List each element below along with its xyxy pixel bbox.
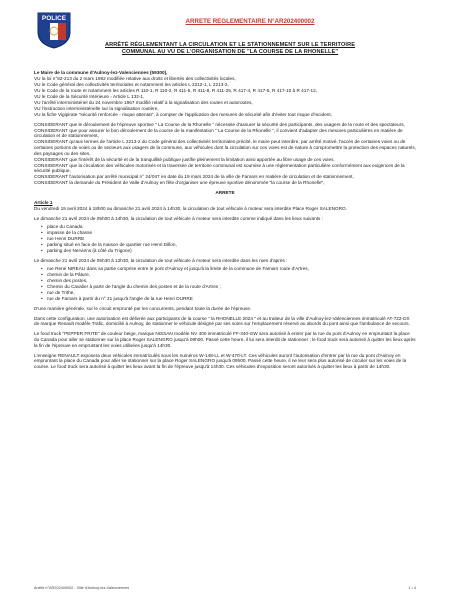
considerant-line: CONSIDERANT qu'aux termes de l'article L 2213-2 du Code général des collectivités territoriales précité, le maire peut interdire, par arrêté motivé, l'accès de certaines voies ou de certaines portions de voies ou de secteurs aux usagers de la commune, aux véhicules dont la circulation sur ces voies est de nature à compromettre la protection des espaces naturels, des paysages ou des sites, <box>34 139 416 156</box>
considerant-line: CONSIDERANT que pour assurer le bon déroulement de la course de la manifestation " La Course de la Rhonelle ", il convient d'adapter des mesures particulières en matière de circulation et de stationnement, <box>34 127 403 139</box>
document-body <box>34 70 416 370</box>
list-item: • rue Henri DURRE <box>48 236 416 242</box>
arrete-heading: ARRETE <box>215 190 235 196</box>
considerant-line: CONSIDERANT la demande du Président de Valle d'Aulnoy en fête d'organiser une épreuve sportive dénommée "la course de la Rhonelle", <box>34 180 325 186</box>
footer-reference: Arrêté n°AR202400002 - Ville d'Aulnoy-lez-Valenciennes <box>34 586 130 590</box>
vu-line: VU la fiche Vigipirate "sécurité renforcée - risque attentat", à compter de l'application des mesures de sécurité afin d'éviter tout risque d'incident, <box>34 111 333 117</box>
list-item: • impasse de la chasse <box>48 230 416 236</box>
considerant-line: CONSIDERANT l'autorisation par arrêté municipal n° 24/047 en date du 19 mars 2024 de la ville de Famars en matière de circulation et de stationnement, <box>34 174 354 180</box>
list-item: • chemin des postes, <box>48 278 416 284</box>
vu-line: VU le Code de la route et notamment les articles R 110-1, R 110-2, R 411-5, R 411-8, R 411-25, R 417-4, R 417-5, R 417-10 à R 417-12, <box>34 87 318 93</box>
list-item: • parking des Nerviens (à côté du Trigone) <box>48 248 416 254</box>
list-item: • rue de Trithe, <box>48 290 416 296</box>
list-item: • chemin de la Pâture, <box>48 272 416 278</box>
list-item: • place du Canada <box>48 224 416 230</box>
article-1-paragraph: Dans cette configuration, une autorisation est délivrée aux participants de la course " la RHONELLE 2024 " et au traiteur de la ville d'Aulnoy-lez-Valenciennes immatriculé AT-722-DX de marque Renault modèle Trafic, domicilié à Aulnoy, de stationner le véhicule désigné par ses soins sur l'emplacement réservé au abords du pont ainsi que l'ambulance de secours. <box>34 315 410 327</box>
list-item: • parking situé en face de la maison de quartier rue Henri Dillon, <box>48 242 416 248</box>
list-item: • Chemin du Cavalier à partir de l'angle du chemin des postes et de la route d'Artres ; <box>48 284 416 290</box>
vu-line: VU l'instruction interministérielle sur la signalisation routière, <box>34 105 159 111</box>
document-title <box>60 42 400 56</box>
article-1-paragraph: Le dimanche 21 avril 2024 de 05h30 à 12h30, la circulation de tout véhicule à moteur sera interdite dans les rues d'après : <box>34 258 288 263</box>
title-line-1: ARRÊTÉ RÉGLEMENTANT LA CIRCULATION ET LE STATIONNEMENT SUR LE TERRITOIRE <box>104 42 356 48</box>
mayor-line: Le Maire de la commune d'Aulnoy-lez-Valenciennes (59300), <box>34 70 168 75</box>
article-1-paragraph: Le dimanche 21 avril 2024 de 05h00 à 14h30, la circulation de tout véhicule à moteur sera interdite comme indiqué dans les lieux suivants : <box>34 216 323 222</box>
list-item: • rue de Famars à partir du n° 21 jusqu'à l'angle de la rue Henri DURRE <box>48 296 416 302</box>
closed-streets-list <box>34 266 416 302</box>
title-line-2: COMMUNAL AU VU DE L'ORGANISATION DE "LA COURSE DE LA RHONELLE" <box>121 49 339 55</box>
page-number: 1 / 4 <box>408 586 416 590</box>
considerant-line: CONSIDERANT que la circulation des véhicules motorisés et la traversée de territoire communal est soumise à une réglementation particulière conformément aux exigences de la sécurité publique, <box>34 162 405 174</box>
document-reference: ARRETE REGLEMENTAIRE N°AR202400002 <box>185 18 315 25</box>
vu-line: VU l'arrêté interministériel du 24 novembre 1967 modifié relatif à la signalisation des routes et autoroutes, <box>34 99 253 105</box>
article-1-paragraph: D'une manière générale, sur le circuit emprunté par les concurrents, pendant toute la durée de l'épreuve. <box>34 305 252 311</box>
article-1-title: Article 1 <box>34 200 53 206</box>
article-1-paragraph: L'enseigne RENAULT exposera deux véhicules immatriculés sous les numéros W-148-LL et W-470-LT. Ces véhicules auront l'autorisation d'entrer par la rue du pont d'Aulnoy en empruntant la place du Canada pour aller se stationner sur la place Roger SALENGRO jusqu'à 09h00. Passé cette heure, il ne leur sera plus autorisé de circuler sur les voies de la course. Le food truck sera autorisé à quitter les lieux avant la fin de l'épreuve jusqu'à 14h30. Ces véhicules d'exposition seront autorisés à quitter les lieux à partir de 14h30. <box>34 352 407 369</box>
vu-line: VU le Code général des collectivités territoriales et notamment les articles L 2212-1, L 2213-2, <box>34 81 229 87</box>
article-1-intro: Du vendredi 19 avril 2024 à 18h00 au dimanche 21 avril 2024 à 14h30, la circulation de tout véhicule à moteur sera interdite Place Roger SALENGRO. <box>34 206 347 212</box>
article-1-paragraph: Le food truck "PEPPER FRITE" de couleur beige, marque NISSAN modèle NV 400 immatriculé FF-340-GW sera autorisé à entrer par la rue du pont d'Aulnoy en empruntant la place du Canada pour aller se stationner sur la place Roger SALENGRO jusqu'à 09h00. Passé cette heure, il lui sera interdit de stationner ; le food truck sera autorisé à quitter les lieux après la fin de l'épreuve en empruntant les voies utilisées jusqu'à 14h30. <box>34 331 416 348</box>
vu-line: VU le Code de la Sécurité Intérieure - Article L 132-1, <box>34 93 145 99</box>
considerant-line: CONSIDERANT que l'intérêt de la sécurité et de la tranquillité publique justifie pleinement la limitation ainsi apportée au libre usage de ces voies, <box>34 156 335 162</box>
considerant-line: CONSIDERANT que le déroulement de l'épreuve sportive " La Course de la Rhonelle " nécessite d'assurer la sécurité des participants, des usagers de la route et des spectateurs, <box>34 121 405 127</box>
vu-line: VU la loi n°82-213 du 2 mars 1982 modifiée relative aux droits et libertés des collectivités locales, <box>34 75 236 81</box>
closed-places-list <box>34 224 416 254</box>
list-item: • rue René NIREAU dans sa partie comprise entre le pont d'Aulnoy et jusqu'à la limite de la commune de Famars route d'Artres, <box>48 266 416 272</box>
logo-text: POLICE <box>41 15 67 22</box>
page-footer <box>34 586 416 590</box>
